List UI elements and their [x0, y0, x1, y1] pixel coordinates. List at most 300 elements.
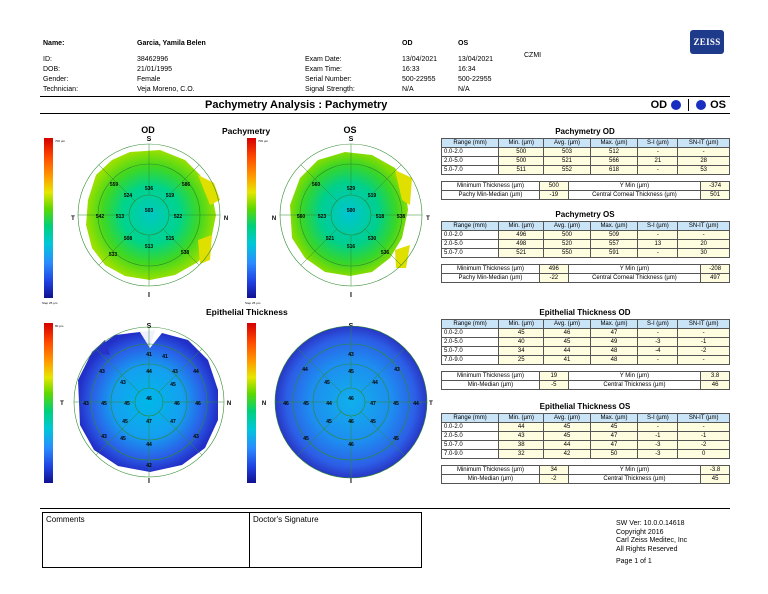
scale-step-label: Step 25 µm: [245, 301, 261, 305]
map-value: 559: [109, 182, 119, 188]
map-center-value: 503: [144, 208, 154, 214]
table-cell: -: [678, 423, 730, 432]
table-row: [442, 441, 730, 450]
exam-time-os: 16:34: [458, 66, 476, 73]
signal-os: N/A: [458, 86, 470, 93]
software-info: [616, 520, 687, 567]
left-label: T: [60, 401, 64, 407]
table-cell: -3: [638, 450, 678, 459]
column-header: Range (mm): [442, 414, 499, 423]
page-number: Page 1 of 1: [616, 558, 652, 565]
summary-cell: Central Corneal Thickness (µm): [568, 274, 700, 283]
map-value: 43: [83, 401, 89, 407]
column-header: S-I (µm): [638, 414, 678, 423]
epi-od-summary: [441, 371, 730, 390]
map-value: 518: [375, 214, 385, 220]
column-header: Avg. (µm): [544, 414, 590, 423]
os-dot-icon: [696, 100, 706, 110]
name-label: Name:: [43, 40, 65, 47]
exam-time-label: Exam Time:: [305, 66, 342, 73]
map-value: 43: [99, 369, 105, 375]
summary-cell: -22: [539, 274, 568, 283]
column-header: Min. (µm): [499, 139, 544, 148]
map-value: 522: [173, 214, 183, 220]
map-value: 45: [393, 436, 399, 442]
summary-row: [442, 191, 730, 200]
right-label: T: [429, 401, 433, 407]
map-value: 530: [367, 236, 377, 242]
column-header: Max. (µm): [590, 222, 638, 231]
table-cell: 5.0-7.0: [442, 347, 499, 356]
map-value: 45: [303, 436, 309, 442]
column-header: Avg. (µm): [544, 139, 590, 148]
exam-date-od: 13/04/2021: [402, 56, 438, 63]
summary-cell: -19: [539, 191, 568, 200]
map-value: 45: [124, 401, 130, 407]
column-header: Max. (µm): [590, 139, 638, 148]
table-cell: 53: [678, 166, 730, 175]
summary-cell: Y Min (µm): [568, 372, 700, 381]
id-label: ID:: [43, 56, 52, 63]
table-cell: 5.0-7.0: [442, 249, 499, 258]
table-cell: 498: [499, 240, 544, 249]
map-eye-label: OD: [141, 125, 155, 135]
map-value: 586: [181, 182, 191, 188]
map-value: 519: [165, 193, 175, 199]
table-cell: 496: [499, 231, 544, 240]
summary-cell: Central Thickness (µm): [568, 475, 700, 484]
table-row: [442, 166, 730, 175]
company-text: Carl Zeiss Meditec, Inc: [616, 537, 688, 544]
table-title: Pachymetry OS: [555, 210, 615, 219]
table-header-row: [442, 139, 730, 148]
map-value: 44: [302, 367, 308, 373]
table-cell: 49: [590, 338, 638, 347]
table-cell: 50: [590, 450, 638, 459]
table-cell: -3: [638, 441, 678, 450]
table-cell: -1: [678, 432, 730, 441]
table-cell: -1: [638, 432, 678, 441]
epi-os-table: [441, 413, 730, 459]
table-cell: -: [678, 231, 730, 240]
comments-box[interactable]: [42, 512, 250, 568]
map-value: 508: [123, 236, 133, 242]
pachy-od-map: [71, 125, 228, 299]
map-value: 41: [146, 352, 152, 358]
table-cell: 5.0-7.0: [442, 441, 499, 450]
table-cell: -: [638, 166, 678, 175]
map-value: 47: [370, 401, 376, 407]
table-cell: 44: [544, 441, 590, 450]
technician-name: Veja Moreno, C.O.: [137, 86, 195, 93]
summary-cell: Minimum Thickness (µm): [442, 265, 540, 274]
pachy-os-map: [272, 125, 430, 299]
map-value: 516: [346, 244, 356, 250]
comments-label: Comments: [46, 515, 85, 524]
maps-area: [0, 0, 440, 500]
map-value: 46: [146, 396, 152, 402]
technician-label: Technician:: [43, 86, 79, 93]
map-value: 43: [172, 369, 178, 375]
legend-od: OD: [650, 99, 668, 111]
map-value: 44: [146, 442, 152, 448]
summary-row: [442, 265, 730, 274]
map-value: 45: [326, 419, 332, 425]
summary-cell: 500: [539, 182, 568, 191]
map-value: 45: [170, 382, 176, 388]
table-cell: 48: [590, 356, 638, 365]
map-eye-label: OS: [343, 125, 357, 135]
page-title: Pachymetry Analysis : Pachymetry: [205, 99, 388, 111]
left-label: N: [271, 216, 277, 222]
map-value: 515: [165, 236, 175, 242]
pachy-os-table: [441, 221, 730, 258]
clinic-name: CZMI: [524, 52, 542, 59]
map-value: 536: [144, 186, 154, 192]
summary-cell: Minimum Thickness (µm): [442, 372, 540, 381]
map-value: 536: [380, 250, 390, 256]
table-cell: 512: [590, 148, 638, 157]
column-header: Avg. (µm): [544, 222, 590, 231]
column-header: Range (mm): [442, 320, 499, 329]
table-cell: 2.0-5.0: [442, 240, 499, 249]
od-header: OD: [402, 40, 413, 47]
table-row: [442, 157, 730, 166]
map-value: 44: [372, 380, 378, 386]
table-cell: 47: [590, 432, 638, 441]
summary-row: [442, 466, 730, 475]
table-cell: 591: [590, 249, 638, 258]
table-cell: 0: [678, 450, 730, 459]
summary-cell: 45: [701, 475, 730, 484]
table-cell: 2.0-5.0: [442, 338, 499, 347]
table-row: [442, 240, 730, 249]
table-cell: 34: [499, 347, 544, 356]
map-value: 44: [193, 369, 199, 375]
exam-date-label: Exam Date:: [305, 56, 342, 63]
summary-cell: 3.8: [701, 372, 730, 381]
copyright-text: Copyright 2016: [616, 528, 664, 536]
summary-cell: Y Min (µm): [568, 466, 700, 475]
table-row: [442, 450, 730, 459]
table-cell: 40: [499, 338, 544, 347]
summary-cell: -2: [539, 475, 568, 484]
pachy-od-scale: [42, 138, 66, 305]
table-cell: 0.0-2.0: [442, 329, 499, 338]
zeiss-logo: ZEISS: [690, 30, 724, 54]
table-cell: 32: [499, 450, 544, 459]
table-row: [442, 231, 730, 240]
column-header: Max. (µm): [590, 414, 638, 423]
exam-date-os: 13/04/2021: [458, 56, 494, 63]
table-cell: 45: [590, 423, 638, 432]
map-value: 513: [144, 244, 154, 250]
table-header-row: [442, 222, 730, 231]
map-value: 43: [193, 434, 199, 440]
column-header: SN-IT (µm): [678, 414, 730, 423]
column-header: S-I (µm): [638, 320, 678, 329]
table-cell: -: [638, 249, 678, 258]
table-cell: 521: [544, 157, 590, 166]
table-cell: 30: [678, 249, 730, 258]
patient-id: 38462996: [137, 56, 169, 63]
table-row: [442, 329, 730, 338]
table-cell: 47: [590, 441, 638, 450]
table-cell: 7.0-9.0: [442, 450, 499, 459]
map-value: 524: [123, 193, 133, 199]
epithelial-section-title: Epithelial Thickness: [206, 307, 288, 317]
patient-dob: 21/01/1995: [137, 66, 173, 73]
column-header: Min. (µm): [499, 320, 544, 329]
scale-label: 700 µm: [258, 139, 269, 143]
summary-row: [442, 372, 730, 381]
summary-cell: Y Min (µm): [568, 265, 700, 274]
column-header: Max. (µm): [590, 320, 638, 329]
inferior-label: I: [148, 478, 150, 485]
map-value: 43: [348, 352, 354, 358]
table-cell: 45: [544, 338, 590, 347]
table-cell: -: [638, 231, 678, 240]
inferior-label: I: [148, 292, 150, 299]
summary-cell: Central Thickness (µm): [568, 381, 700, 390]
summary-row: [442, 182, 730, 191]
column-header: Range (mm): [442, 222, 499, 231]
table-row: [442, 249, 730, 258]
pachy-od-summary: [441, 181, 730, 200]
map-value: 45: [393, 401, 399, 407]
table-cell: 28: [678, 157, 730, 166]
table-title: Epithelial Thickness OD: [539, 308, 631, 317]
table-cell: -2: [678, 441, 730, 450]
map-value: 45: [324, 380, 330, 386]
summary-cell: 501: [701, 191, 730, 200]
map-value: 43: [120, 380, 126, 386]
map-value: 46: [195, 401, 201, 407]
map-value: 46: [283, 401, 289, 407]
table-cell: 550: [544, 249, 590, 258]
map-value: 529: [346, 186, 356, 192]
table-cell: -: [638, 148, 678, 157]
map-value: 47: [170, 419, 176, 425]
signature-box[interactable]: [250, 512, 422, 568]
table-cell: 557: [590, 240, 638, 249]
serial-label: Serial Number:: [305, 76, 352, 83]
right-label: N: [223, 216, 229, 222]
table-row: [442, 347, 730, 356]
map-value: 43: [101, 434, 107, 440]
map-value: 513: [115, 214, 125, 220]
table-row: [442, 338, 730, 347]
table-row: [442, 432, 730, 441]
map-value: 523: [317, 214, 327, 220]
serial-os: 500-22955: [458, 76, 492, 83]
table-cell: 47: [590, 329, 638, 338]
map-value: 521: [325, 236, 335, 242]
table-cell: -: [678, 148, 730, 157]
pachy-os-summary: [441, 264, 730, 283]
inferior-label: I: [350, 478, 352, 485]
map-value: 45: [370, 419, 376, 425]
signal-od: N/A: [402, 86, 414, 93]
table-cell: 520: [544, 240, 590, 249]
table-cell: 41: [544, 356, 590, 365]
summary-cell: -374: [701, 182, 730, 191]
exam-time-od: 16:33: [402, 66, 420, 73]
map-value: 46: [348, 442, 354, 448]
column-header: S-I (µm): [638, 139, 678, 148]
signature-label: Doctor's Signature: [253, 515, 319, 524]
table-cell: 44: [544, 347, 590, 356]
table-cell: 38: [499, 441, 544, 450]
right-label: N: [226, 401, 232, 407]
map-value: 46: [348, 419, 354, 425]
scale-label: 80 µm: [55, 324, 64, 328]
table-cell: 0.0-2.0: [442, 231, 499, 240]
inferior-label: I: [350, 292, 352, 299]
summary-cell: Y Min (µm): [568, 182, 700, 191]
summary-cell: 497: [701, 274, 730, 283]
summary-cell: Min-Median (µm): [442, 475, 540, 484]
superior-label: S: [146, 136, 152, 143]
map-value: 41: [162, 354, 168, 360]
table-cell: -2: [678, 347, 730, 356]
summary-cell: Pachy Min-Median (µm): [442, 191, 540, 200]
summary-cell: 19: [539, 372, 568, 381]
table-cell: 45: [544, 423, 590, 432]
summary-row: [442, 475, 730, 484]
table-row: [442, 148, 730, 157]
summary-cell: Pachy Min-Median (µm): [442, 274, 540, 283]
summary-cell: -5: [539, 381, 568, 390]
table-cell: 2.0-5.0: [442, 157, 499, 166]
superior-label: S: [348, 136, 354, 143]
rights-text: All Rights Reserved: [616, 545, 678, 553]
summary-row: [442, 274, 730, 283]
map-value: 560: [296, 214, 306, 220]
map-value: 47: [146, 419, 152, 425]
table-header-row: [442, 414, 730, 423]
left-label: N: [261, 401, 267, 407]
table-header-row: [442, 320, 730, 329]
legend-divider: [688, 99, 689, 111]
sw-version: SW Ver: 10.0.0.14618: [616, 520, 685, 527]
od-dot-icon: [671, 100, 681, 110]
column-header: Avg. (µm): [544, 320, 590, 329]
table-cell: -4: [638, 347, 678, 356]
table-cell: -: [678, 329, 730, 338]
scale-step-label: Step 25 µm: [42, 301, 58, 305]
serial-od: 500-22955: [402, 76, 436, 83]
table-cell: 503: [544, 148, 590, 157]
table-cell: 509: [590, 231, 638, 240]
epi-od-table: [441, 319, 730, 365]
map-value: 45: [348, 369, 354, 375]
eye-legend: [651, 99, 726, 111]
superior-label: S: [146, 323, 152, 330]
table-cell: 20: [678, 240, 730, 249]
table-cell: -: [638, 423, 678, 432]
os-header: OS: [458, 40, 469, 47]
epi-os-scale: [247, 323, 256, 483]
table-cell: 45: [544, 432, 590, 441]
map-center-value: 500: [346, 208, 356, 214]
table-cell: -1: [678, 338, 730, 347]
table-title: Epithelial Thickness OS: [539, 402, 631, 411]
column-header: Min. (µm): [499, 222, 544, 231]
legend-os: OS: [710, 99, 726, 111]
patient-gender: Female: [137, 76, 161, 83]
map-value: 538: [396, 214, 406, 220]
right-label: T: [426, 216, 430, 222]
summary-cell: Minimum Thickness (µm): [442, 466, 540, 475]
column-header: S-I (µm): [638, 222, 678, 231]
table-cell: 0.0-2.0: [442, 148, 499, 157]
signal-label: Signal Strength:: [305, 86, 355, 93]
table-cell: 44: [499, 423, 544, 432]
scale-label: 700 µm: [55, 139, 66, 143]
table-cell: 2.0-5.0: [442, 432, 499, 441]
table-cell: 43: [499, 432, 544, 441]
summary-cell: Central Corneal Thickness (µm): [568, 191, 700, 200]
column-header: SN-IT (µm): [678, 222, 730, 231]
table-cell: 500: [499, 157, 544, 166]
table-cell: 13: [638, 240, 678, 249]
map-value: 45: [303, 401, 309, 407]
patient-name: Garcia, Yamila Belen: [137, 40, 206, 47]
column-header: SN-IT (µm): [678, 320, 730, 329]
table-cell: 5.0-7.0: [442, 166, 499, 175]
epi-od-map: [60, 323, 231, 485]
column-header: Range (mm): [442, 139, 499, 148]
epi-os-summary: [441, 465, 730, 484]
table-cell: 618: [590, 166, 638, 175]
dob-label: DOB:: [43, 66, 61, 73]
summary-cell: Minimum Thickness (µm): [442, 182, 540, 191]
table-cell: 45: [499, 329, 544, 338]
table-cell: 42: [544, 450, 590, 459]
map-value: 519: [367, 193, 377, 199]
table-cell: 25: [499, 356, 544, 365]
pachy-os-scale: [245, 138, 269, 305]
summary-cell: -3.8: [701, 466, 730, 475]
table-cell: -3: [638, 338, 678, 347]
footer-divider: [40, 508, 730, 509]
map-value: 44: [146, 369, 152, 375]
map-value: 44: [413, 401, 419, 407]
gender-label: Gender:: [43, 76, 69, 83]
map-value: 46: [174, 401, 180, 407]
table-cell: 521: [499, 249, 544, 258]
table-cell: 46: [544, 329, 590, 338]
table-cell: 500: [544, 231, 590, 240]
map-value: 533: [108, 252, 118, 258]
table-cell: 552: [544, 166, 590, 175]
table-cell: 511: [499, 166, 544, 175]
epi-os-map: [262, 323, 433, 485]
map-value: 42: [146, 463, 152, 469]
table-cell: -: [638, 356, 678, 365]
table-cell: -: [638, 329, 678, 338]
pachymetry-section-title: Pachymetry: [222, 126, 271, 136]
map-value: 538: [180, 250, 190, 256]
summary-row: [442, 381, 730, 390]
summary-cell: 34: [539, 466, 568, 475]
table-title: Pachymetry OD: [555, 127, 615, 136]
map-value: 542: [95, 214, 105, 220]
table-cell: 500: [499, 148, 544, 157]
column-header: SN-IT (µm): [678, 139, 730, 148]
map-value: 43: [394, 367, 400, 373]
